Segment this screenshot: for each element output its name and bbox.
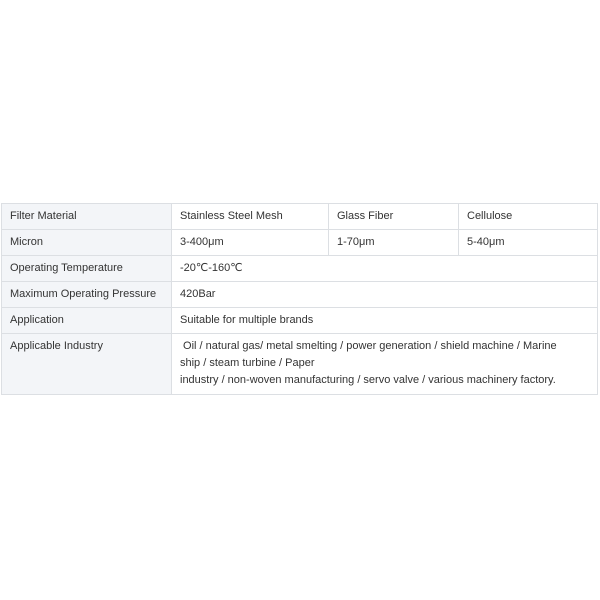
micron-cellulose-cell: 5-40μm [459, 230, 598, 256]
glass-fiber-cell: Glass Fiber [329, 204, 459, 230]
table-row-pressure [2, 282, 598, 308]
application-label: Application [2, 308, 172, 334]
micron-glass-cell: 1-70μm [329, 230, 459, 256]
table-row-application [2, 308, 598, 334]
industry-line-1: Oil / natural gas/ metal smelting / power generation / shield machine / Marine [180, 340, 557, 352]
temperature-value: -20℃-160℃ [172, 256, 598, 282]
spec-table [1, 203, 598, 395]
table-row-temperature [2, 256, 598, 282]
table-row-micron [2, 230, 598, 256]
micron-label: Micron [2, 230, 172, 256]
filter-material-label: Filter Material [2, 204, 172, 230]
application-value: Suitable for multiple brands [172, 308, 598, 334]
industry-line-3: industry / non-woven manufacturing / servo valve / various machinery factory. [180, 374, 556, 386]
table-row-industry [2, 334, 598, 395]
table-row-filter-material [2, 204, 598, 230]
stainless-steel-mesh-cell: Stainless Steel Mesh [172, 204, 329, 230]
industry-line-2: ship / steam turbine / Paper [180, 357, 315, 369]
industry-value [172, 334, 598, 395]
micron-steel-cell: 3-400μm [172, 230, 329, 256]
cellulose-cell: Cellulose [459, 204, 598, 230]
pressure-label: Maximum Operating Pressure [2, 282, 172, 308]
industry-label: Applicable Industry [2, 334, 172, 395]
pressure-value: 420Bar [172, 282, 598, 308]
temperature-label: Operating Temperature [2, 256, 172, 282]
